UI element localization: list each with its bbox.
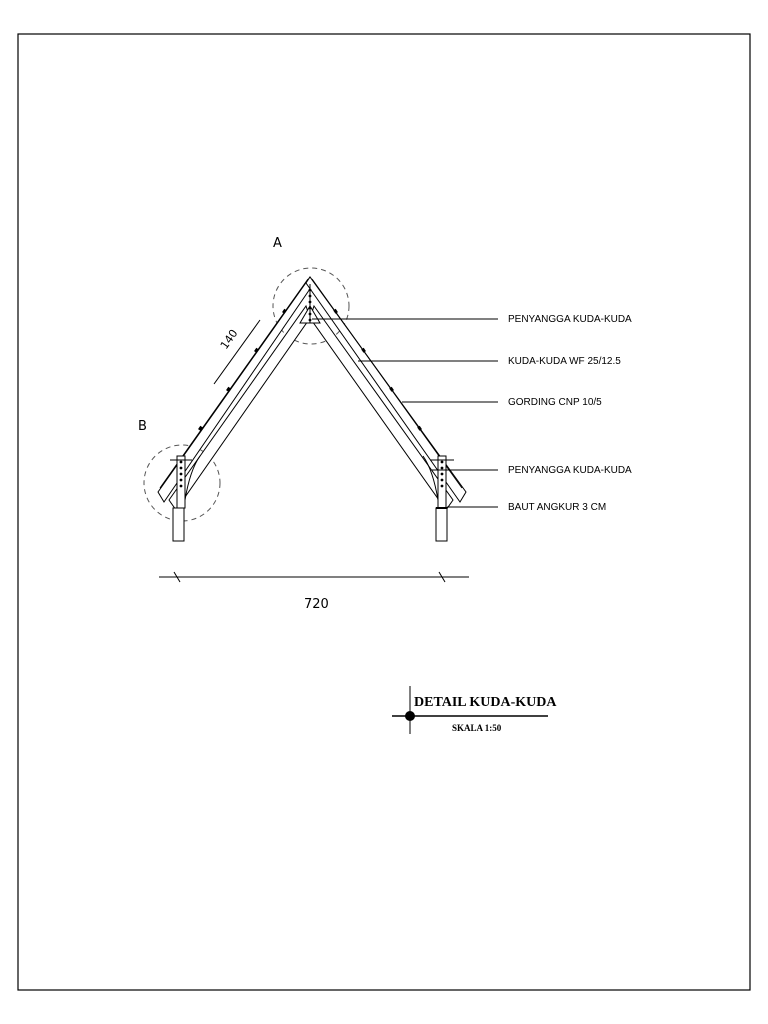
title-scale: SKALA 1:50 (452, 723, 502, 733)
rafter-dimension-line (214, 320, 260, 384)
callout-label-4: PENYANGGA KUDA-KUDA (508, 465, 632, 476)
left-support-post (177, 456, 185, 508)
callout-label-3: GORDING CNP 10/5 (508, 397, 602, 408)
left-column (173, 508, 184, 541)
rafter-dimension: 140 (217, 327, 241, 352)
right-rafter-web (310, 306, 453, 510)
detail-label-a: A (273, 236, 282, 251)
detail-label-b: B (138, 419, 147, 434)
left-rafter-web (169, 306, 310, 510)
span-dimension: 720 (304, 597, 329, 612)
right-column (436, 508, 447, 541)
callout-label-1: PENYANGGA KUDA-KUDA (508, 314, 632, 325)
callout-label-2: KUDA-KUDA WF 25/12.5 (508, 356, 621, 367)
title-text: DETAIL KUDA-KUDA (414, 695, 557, 710)
callout-label-5: BAUT ANGKUR 3 CM (508, 502, 607, 513)
title-marker-icon (405, 711, 415, 721)
right-support-post (438, 456, 446, 508)
sheet-border (18, 34, 750, 990)
